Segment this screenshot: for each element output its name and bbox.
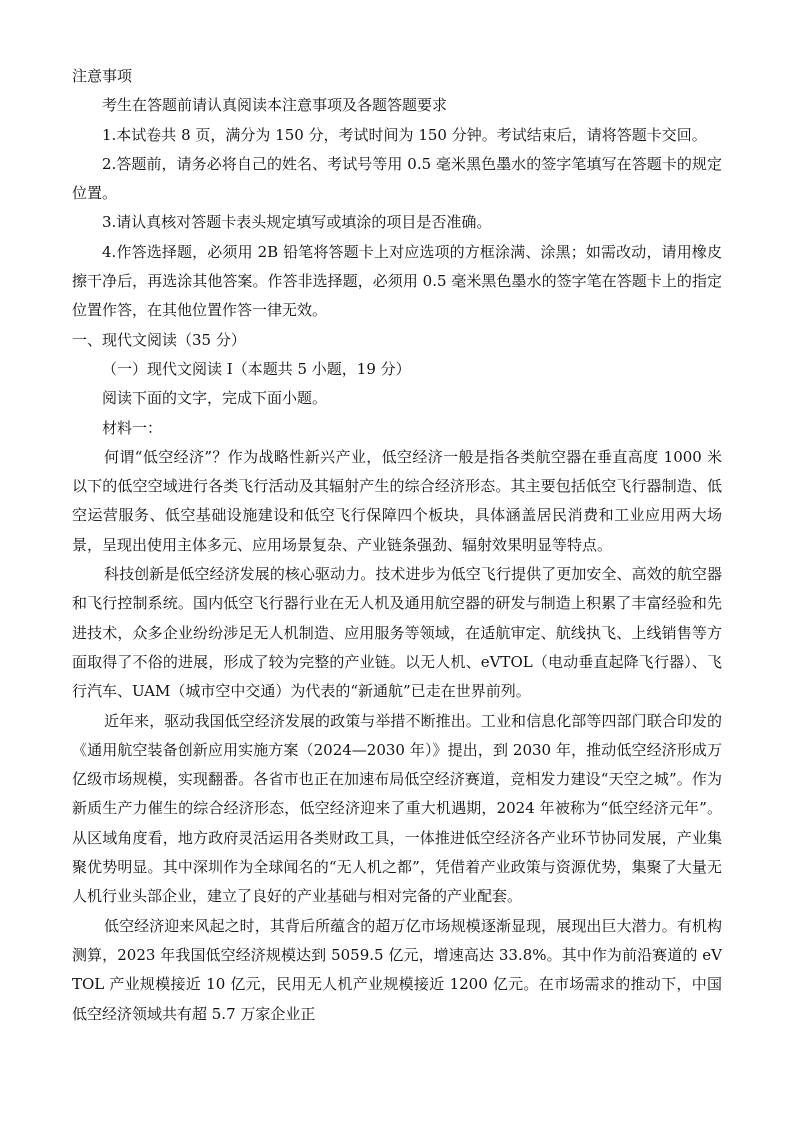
notice-item-3: 3.请认真核对答题卡表头规定填写或填涂的项目是否准确。 xyxy=(102,213,492,232)
notice-item-2: 2.答题前，请务必将自己的姓名、考试号等用 0.5 毫米黑色墨水的签字笔填写在答题卡的规定位置。 xyxy=(72,154,722,203)
paragraph-2: 科技创新是低空经济发展的核心驱动力。技术进步为低空飞行提供了更加安全、高效的航空器和飞行控制系统。国内低空飞行器行业在无人机及通用航空器的研发与制造上积累了丰富经验和先进技术，众多企业纷纷涉足无人机制造、应用服务等领域，在适航审定、航线执飞、上线销售等方面取得了不俗的进展，形成了较为完整的产业链。以无人机、eVTOL（电动垂直起降飞行器）、飞行汽车、UAM（城市空中交通）为代表的“新通航”已走在世界前列。 xyxy=(72,565,722,701)
notice-title: 注意事项 xyxy=(72,67,133,85)
reading-instruction: 阅读下面的文字，完成下面小题。 xyxy=(102,389,328,408)
section-title: 一、现代文阅读（35 分） xyxy=(72,330,246,349)
paragraph-1: 何谓“低空经济”？作为战略性新兴产业，低空经济一般是指各类航空器在垂直高度 1000 米以下的低空空域进行各类飞行活动及其辐射产生的综合经济形态。其主要包括低空飞行器制造、低空运营服务、低空基础设施建设和低空飞行保障四个板块，具体涵盖居民消费和工业应用两大场景，呈现出使用主体多元、应用场景复杂、产业链条强劲、辐射效果明显等特点。 xyxy=(72,447,722,554)
notice-intro: 考生在答题前请认真阅读本注意事项及各题答题要求 xyxy=(102,96,448,115)
notice-item-1: 1.本试卷共 8 页，满分为 150 分，考试时间为 150 分钟。考试结束后，请将答题卡交回。 xyxy=(102,125,707,144)
paragraph-4: 低空经济迎来风起之时，其背后所蕴含的超万亿市场规模逐渐显现，展现出巨大潜力。有机构测算，2023 年我国低空经济规模达到 5059.5 亿元，增速高达 33.8%。其中作为前沿赛道的 eVTOL 产业规模接近 10 亿元，民用无人机产业规模接近 1200 亿元。在市场需求的推动下，中国低空经济领域共有超 5.7 万家企业正 xyxy=(72,916,722,1023)
paragraph-3: 近年来，驱动我国低空经济发展的政策与举措不断推出。工业和信息化部等四部门联合印发的《通用航空装备创新应用实施方案（2024—2030 年）》提出，到 2030 年，推动低空经济形成万亿级市场规模，实现翻番。各省市也正在加速布局低空经济赛道，竞相发力建设“天空之城”。作为新质生产力催生的综合经济形态，低空经济迎来了重大机遇期，2024 年被称为“低空经济元年”。从区域角度看，地方政府灵活运用各类财政工具，一体推进低空经济各产业环节协同发展，产业集聚优势明显。其中深圳作为全球闻名的“无人机之都”，凭借着产业政策与资源优势，集聚了大量无人机行业头部企业，建立了良好的产业基础与相对完备的产业配套。 xyxy=(72,711,722,906)
material-label: 材料一： xyxy=(102,418,163,437)
notice-item-4: 4.作答选择题，必须用 2B 铅笔将答题卡上对应选项的方框涂满、涂黑；如需改动，请用橡皮擦干净后，再选涂其他答案。作答非选择题，必须用 0.5 毫米黑色墨水的签字笔在答题卡上的指定位置作答，在其他位置作答一律无效。 xyxy=(72,242,722,320)
subsection-title: （一）现代文阅读 I（本题共 5 小题，19 分） xyxy=(102,359,411,378)
